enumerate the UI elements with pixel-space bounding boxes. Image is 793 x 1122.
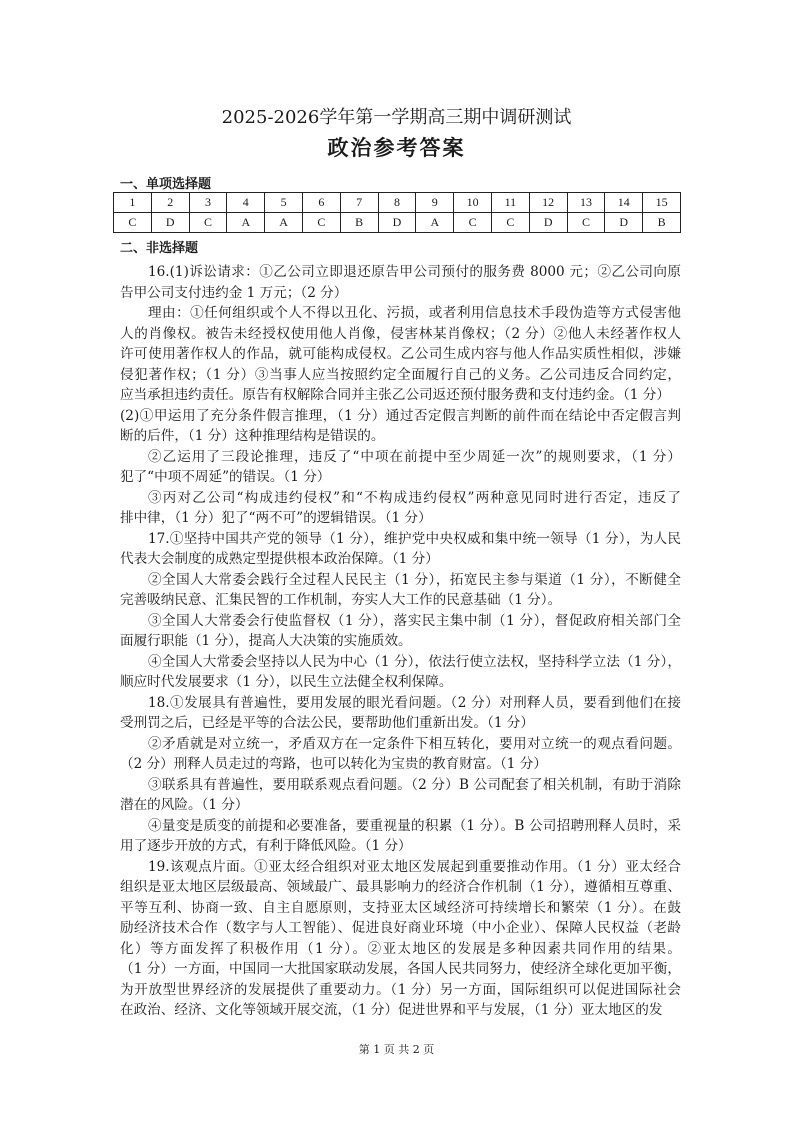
text-line: 为开放型世界经济的发展提供了重要动力。（1 分）另一方面，国际组织可以促进国际社会 [120,981,681,998]
text-line: 应当承担违约责任。原告有权解除合同并主张乙公司返还预付服务费和支付违约金。（1 分） [120,387,670,403]
text-line: 潜在的风险。（1 分） [120,797,249,813]
question-number-cell: 11 [491,193,529,213]
answer-cell: B [643,213,681,233]
text-line: 用了逐步开放的方式，有利于降低风险。（1 分） [120,838,412,854]
answer-cell: C [302,213,340,233]
answer-paragraph [120,406,681,447]
question-number-cell: 1 [114,193,152,213]
answer-cell: C [189,213,227,233]
question-number-row [114,193,681,213]
section-heading-non-choice: 二、非选择题 [120,241,199,256]
text-line: (2)①甲运用了充分条件假言推理，（1 分）通过否定假言判断的前件而在结论中否定假言判 [120,407,681,424]
answer-body [120,262,681,1021]
question-number-cell: 8 [378,193,416,213]
answer-paragraph [120,303,681,406]
text-line: ③全国人大常委会行使监督权（1 分），落实民主集中制（1 分），督促政府相关部门全 [148,612,681,629]
text-line: ④量变是质变的前提和必要准备，要重视量的积累（1 分）。B 公司招聘刑释人员时，采 [148,817,681,834]
question-number-cell: 14 [605,193,643,213]
answer-paragraph [120,262,681,303]
answer-row [114,213,681,233]
question-number-cell: 10 [454,193,492,213]
answer-cell: D [529,213,567,233]
answer-cell: A [265,213,303,233]
answer-cell: A [416,213,454,233]
answer-paragraph [120,488,681,529]
answer-cell: D [605,213,643,233]
answer-cell: D [378,213,416,233]
answer-paragraph [120,775,681,816]
answer-table [113,192,681,233]
question-number-cell: 15 [643,193,681,213]
answer-paragraph [120,816,681,857]
text-line: 侵犯著作权；（1 分）③当事人应当按照约定全面履行自己的义务。乙公司违反合同约定， [120,366,681,383]
text-line: ④全国人大常委会坚持以人民为中心（1 分），依法行使立法权，坚持科学立法（1 分）， [148,653,681,670]
text-line: 代表大会制度的成熟定型提供根本政治保障。（1 分） [120,551,439,567]
question-number-cell: 5 [265,193,303,213]
question-number-cell: 9 [416,193,454,213]
text-line: 顺应时代发展要求（1 分），以民生立法健全权利保障。 [120,674,453,690]
text-line: 完善吸纳民意、汇集民智的工作机制，夯实人大工作的民意基础（1 分）。 [120,592,562,608]
text-line: 组织是亚太地区层级最高、领域最广、最具影响力的经济合作机制（1 分），遵循相互尊重、 [120,879,681,895]
text-line: 面履行职能（1 分），提高人大决策的实施质效。 [120,633,412,649]
text-line: 受刑罚之后，已经是平等的合法公民，要帮助他们重新出发。（1 分） [120,715,534,731]
text-line: ③丙对乙公司“构成违约侵权”和“不构成违约侵权”两种意见同时进行否定，违反了 [148,489,681,506]
answer-cell: D [151,213,189,233]
answer-cell: B [340,213,378,233]
text-line: 化）等方面发挥了积极作用（1 分）。②亚太地区的发展是多种因素共同作用的结果。 [120,940,681,957]
text-line: 排中律，（1 分）犯了“两不可”的逻辑错误。（1 分） [120,510,432,526]
answer-paragraph [120,570,681,611]
text-line: 断的后件，（1 分）这种推理结构是错误的。 [120,428,385,444]
answer-cell: C [454,213,492,233]
text-line: ②乙运用了三段论推理，违反了“中项在前提中至少周延一次”的规则要求，（1 分） [148,448,681,465]
answer-cell: C [491,213,529,233]
answer-paragraph [120,734,681,775]
text-line: 告甲公司支付违约金 1 万元；（2 分） [120,284,348,301]
answer-cell: C [567,213,605,233]
text-line: 理由：①任何组织或个人不得以丑化、污损，或者利用信息技术手段伪造等方式侵害他 [148,305,681,321]
question-number-cell: 2 [151,193,189,213]
question-number-cell: 6 [302,193,340,213]
text-line: （1 分）一方面，中国同一大批国家联动发展，各国人民共同努力，使经济全球化更加平衡， [120,961,681,977]
text-line: 犯了“中项不周延”的错误。（1 分） [120,469,331,485]
answer-paragraph [120,447,681,488]
text-line: 19.该观点片面。①亚太经合组织对亚太地区发展起到重要推动作用。（1 分）亚太经合 [148,858,681,875]
question-number-cell: 12 [529,193,567,213]
answer-paragraph [120,529,681,570]
text-line: 平等互利、协商一致、自主自愿原则，支持亚太区域经济可持续增长和繁荣（1 分）。在鼓 [120,899,681,916]
text-line: 18.①发展具有普遍性，要用发展的眼光看问题。（2 分）对刑释人员，要看到他们在接 [148,694,681,711]
exam-title: 2025-2026学年第一学期高三期中调研测试 [221,107,572,128]
answer-cell: A [227,213,265,233]
answer-paragraph [120,652,681,693]
answer-paragraph [120,857,681,1021]
section-heading-single-choice: 一、单项选择题 [120,177,212,192]
question-number-cell: 3 [189,193,227,213]
text-line: 16.(1)诉讼请求：①乙公司立即退还原告甲公司预付的服务费 8000 元；②乙公司向原 [148,264,681,280]
question-number-cell: 4 [227,193,265,213]
text-line: 17.①坚持中国共产党的领导（1 分），维护党中央权威和集中统一领导（1 分），为人民 [148,530,681,547]
text-line: （2 分）刑释人员走过的弯路，也可以转化为宝贵的教育财富。（1 分） [120,756,547,772]
text-line: 许可使用著作权人的作品，就可能构成侵权。乙公司生成内容与他人作品实质性相似，涉嫌 [120,346,681,362]
question-number-cell: 7 [340,193,378,213]
document-title: 政治参考答案 [327,136,466,160]
text-line: 人的肖像权。被告未经授权使用他人肖像，侵害林某肖像权；（2 分）②他人未经著作权人 [120,325,681,342]
text-line: ③联系具有普遍性，要用联系观点看问题。（2 分）B 公司配套了相关机制，有助于消除 [148,776,681,793]
answer-paragraph [120,611,681,652]
text-line: ②全国人大常委会践行全过程人民民主（1 分），拓宽民主参与渠道（1 分），不断健全 [148,571,681,588]
question-number-cell: 13 [567,193,605,213]
text-line: 励经济技术合作（数字与人工智能）、促进良好商业环境（中小企业）、保障人民权益（老龄 [120,920,681,936]
answer-paragraph [120,693,681,734]
answer-cell: C [114,213,152,233]
text-line: 在政治、经济、文化等领域开展交流，（1 分）促进世界和平与发展，（1 分）亚太地区的发 [120,1002,663,1018]
text-line: ②矛盾就是对立统一，矛盾双方在一定条件下相互转化，要用对立统一的观点看问题。 [148,735,681,752]
page-footer: 第 1 页 共 2 页 [358,1043,435,1056]
